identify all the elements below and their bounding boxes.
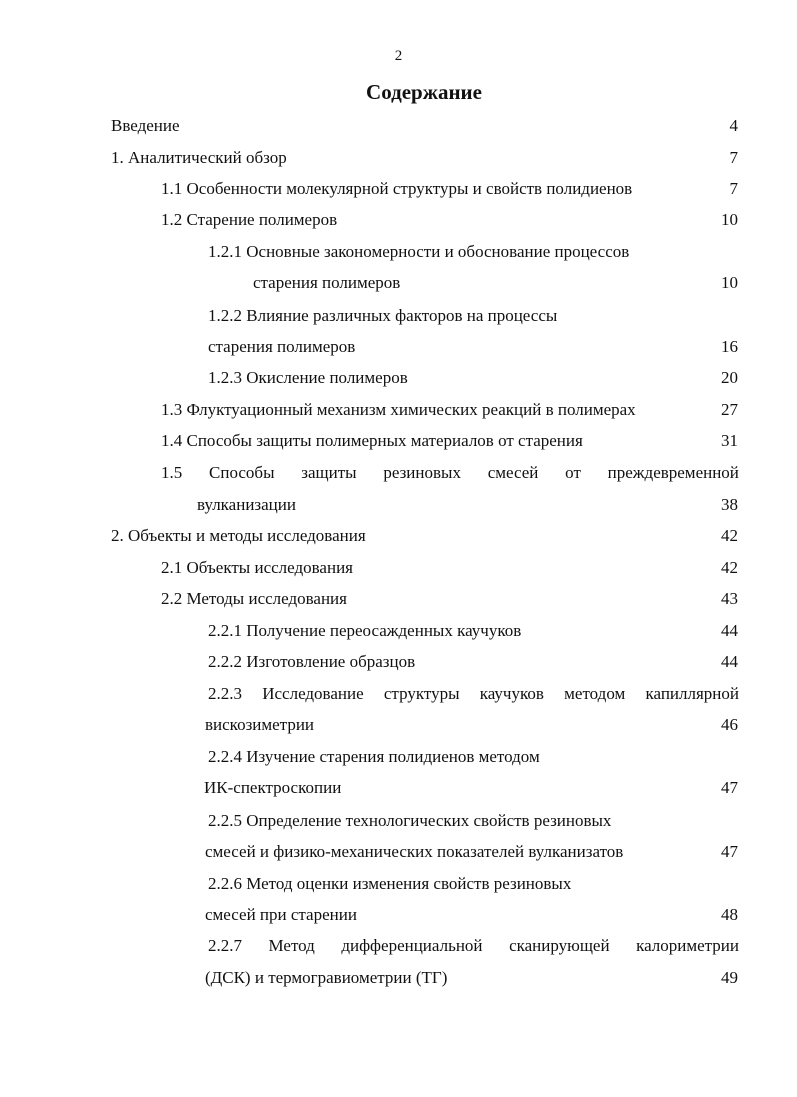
toc-entry-page: 4 — [729, 116, 738, 135]
toc-entry-text — [161, 463, 739, 483]
toc-word: 1.5 — [161, 463, 183, 482]
toc-entry-page: 42 — [721, 558, 738, 577]
toc-entry-text: 1.3 Флуктуационный механизм химических реакций в полимерах — [161, 400, 636, 419]
toc-entry-text: 2. Объекты и методы исследования — [111, 526, 366, 545]
toc-entry-text-continued: смесей и физико-механических показателей вулканизатов — [205, 842, 624, 861]
toc-entry-text-continued: ИК-спектроскопии — [204, 778, 342, 797]
toc-entry-page: 7 — [729, 179, 738, 198]
toc-entry-page: 44 — [721, 652, 738, 671]
toc-word: 2.2.3 — [208, 684, 242, 703]
toc-entry-text: 1. Аналитический обзор — [111, 148, 287, 167]
toc-entry-page: 16 — [721, 337, 738, 356]
toc-entry-text-continued: (ДСК) и термогравиометрии (ТГ) — [205, 968, 448, 987]
toc-word: защиты — [301, 463, 357, 482]
toc-entry-page: 48 — [721, 905, 738, 924]
toc-entry-page: 27 — [721, 400, 738, 419]
toc-entry-text: 2.2.2 Изготовление образцов — [208, 652, 416, 671]
toc-word: резиновых — [383, 463, 461, 482]
toc-entry-page: 10 — [721, 273, 738, 292]
toc-entry-text: 1.2.1 Основные закономерности и обоснование процессов — [208, 242, 630, 261]
page-number: 2 — [394, 48, 403, 64]
toc-entry-text-continued: старения полимеров — [208, 337, 356, 356]
toc-entry-page: 38 — [721, 495, 738, 514]
toc-entry-page: 31 — [721, 431, 738, 450]
toc-entry-page: 47 — [721, 778, 738, 797]
toc-word: капиллярной — [645, 684, 739, 703]
toc-entry-text — [208, 936, 739, 956]
toc-entry-text-continued: старения полимеров — [253, 273, 401, 292]
toc-entry-text-continued: вискозиметрии — [205, 715, 315, 734]
toc-entry-text: 2.2 Методы исследования — [161, 589, 347, 608]
toc-entry-text: 1.2.3 Окисление полимеров — [208, 368, 408, 387]
toc-entry-text: 2.2.1 Получение переосажденных каучуков — [208, 621, 522, 640]
toc-word: методом — [564, 684, 626, 703]
toc-entry-text: 2.2.5 Определение технологических свойств резиновых — [208, 811, 612, 830]
toc-entry-page: 7 — [729, 148, 738, 167]
toc-entry-text-continued: вулканизации — [197, 495, 296, 514]
toc-word: Исследование — [262, 684, 364, 703]
toc-word: дифференциальной — [341, 936, 483, 955]
toc-entry-page: 43 — [721, 589, 738, 608]
toc-entry-page: 44 — [721, 621, 738, 640]
toc-entry-text: 1.2 Старение полимеров — [161, 210, 338, 229]
toc-entry-text: 2.1 Объекты исследования — [161, 558, 353, 577]
toc-entry-page: 10 — [721, 210, 738, 229]
toc-entry-text: 1.1 Особенности молекулярной структуры и свойств полидиенов — [161, 179, 633, 198]
toc-entry-text: 2.2.4 Изучение старения полидиенов методом — [208, 747, 540, 766]
toc-word: преждевременной — [607, 463, 739, 482]
toc-word: 2.2.7 — [208, 936, 242, 955]
toc-word: структуры — [383, 684, 460, 703]
toc-entry-text: 1.2.2 Влияние различных факторов на процессы — [208, 306, 558, 325]
toc-word: смесей — [487, 463, 539, 482]
toc-entry-page: 42 — [721, 526, 738, 545]
toc-entry-page: 46 — [721, 715, 738, 734]
toc-word: Способы — [209, 463, 275, 482]
toc-word: Метод — [268, 936, 315, 955]
toc-entry-page: 20 — [721, 368, 738, 387]
toc-word: сканирующей — [509, 936, 610, 955]
toc-entry-text-continued: смесей при старении — [205, 905, 357, 924]
toc-entry-page: 47 — [721, 842, 738, 861]
toc-word: калориметрии — [636, 936, 739, 955]
page-title: Содержание — [366, 80, 482, 104]
toc-entry-text: 2.2.6 Метод оценки изменения свойств резиновых — [208, 874, 572, 893]
toc-entry-page: 49 — [721, 968, 738, 987]
toc-entry-text — [208, 684, 739, 704]
toc-entry-text: Введение — [111, 116, 180, 135]
toc-word: от — [565, 463, 581, 482]
toc-word: каучуков — [479, 684, 544, 703]
toc-entry-text: 1.4 Способы защиты полимерных материалов от старения — [161, 431, 583, 450]
